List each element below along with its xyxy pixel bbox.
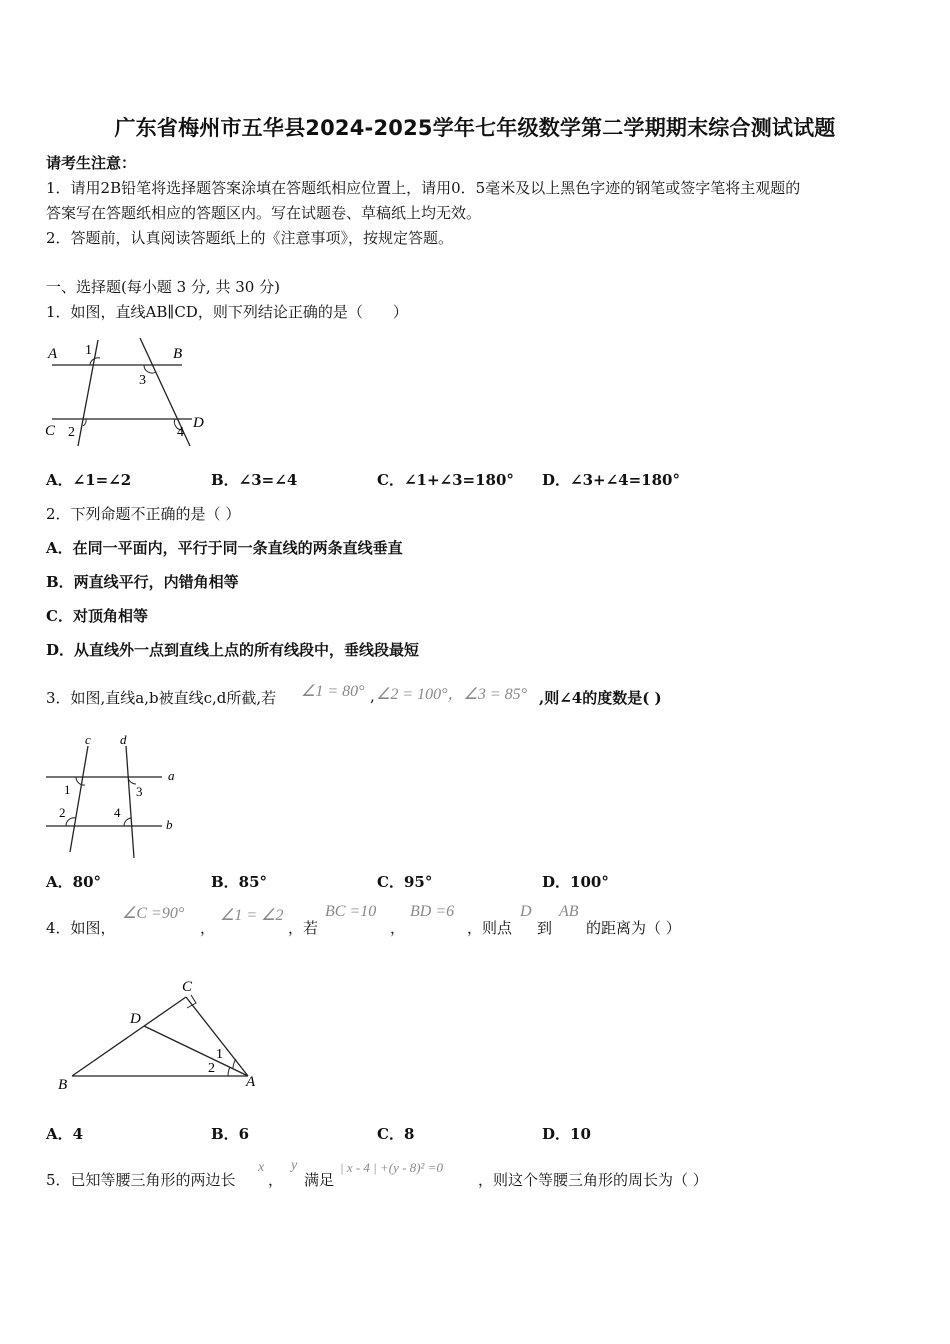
q4-label-1: 1 <box>216 1047 223 1062</box>
q2-option-d: D．从直线外一点到直线上点的所有线段中，垂线段最短 <box>46 641 420 659</box>
q4-sep-2: ，若 <box>288 919 319 937</box>
q3-label-4: 4 <box>114 805 121 820</box>
q1-option-c: C．∠1+∠3=180° <box>377 471 514 489</box>
section-heading: 一、选择题(每小题 3 分, 共 30 分) <box>46 278 280 296</box>
q4-sep-5: 到 <box>537 919 553 937</box>
q1-figure <box>40 334 215 454</box>
q1-option-b: B．∠3=∠4 <box>211 471 298 489</box>
q2-option-a: A．在同一平面内，平行于同一条直线的两条直线垂直 <box>46 539 403 557</box>
q1-label-A: A <box>48 346 58 362</box>
q2-option-b: B．两直线平行，内错角相等 <box>46 573 239 591</box>
q1-stem: 1．如图，直线AB∥CD，则下列结论正确的是（ ） <box>46 303 408 321</box>
q1-label-B: B <box>173 346 183 362</box>
q3-option-d: D．100° <box>542 873 609 891</box>
q1-label-3: 3 <box>139 373 146 388</box>
q4-sep-3: ， <box>390 919 406 937</box>
q4-formula-4: BD =6 <box>410 903 455 920</box>
q3-option-a: A．80° <box>46 873 102 891</box>
q1-option-d: D．∠3+∠4=180° <box>542 471 680 489</box>
q4-stem-end: 的距离为（ ） <box>586 919 681 937</box>
q3-formula-2: ∠2 = 100°，∠3 = 85° <box>376 686 528 703</box>
q3-label-2: 2 <box>59 805 66 820</box>
q4-stem-start: 4．如图， <box>46 919 116 937</box>
q3-label-d: d <box>120 732 127 747</box>
q4-formula-5: D <box>520 903 532 920</box>
q4-label-A: A <box>246 1074 256 1090</box>
q4-formula-1: ∠C =90° <box>122 905 185 922</box>
q1-option-a: A．∠1=∠2 <box>46 471 132 489</box>
q3-stem-start: 3．如图,直线a,b被直线c,d所截,若 <box>46 689 277 707</box>
q4-sep-1: ， <box>200 919 216 937</box>
q4-label-B: B <box>58 1077 68 1093</box>
q4-option-d: D．10 <box>542 1125 591 1143</box>
q4-option-c: C．8 <box>377 1125 415 1143</box>
q3-stem-end: ,则∠4的度数是( ) <box>539 689 662 707</box>
q5-formula-1: x <box>258 1160 265 1175</box>
q4-label-2: 2 <box>208 1061 215 1076</box>
q3-sep-1: , <box>370 687 375 705</box>
q5-sep-2: 满足 <box>304 1171 335 1189</box>
q4-formula-3: BC =10 <box>325 903 377 920</box>
q4-label-C: C <box>182 979 193 995</box>
q3-label-a: a <box>168 768 175 783</box>
q1-label-2: 2 <box>68 425 75 440</box>
q5-stem-end: ，则这个等腰三角形的周长为（ ） <box>478 1171 708 1189</box>
q3-option-b: B．85° <box>211 873 268 891</box>
notice-line-2: 2．答题前，认真阅读答题纸上的《注意事项》，按规定答题。 <box>46 229 454 247</box>
q1-label-C: C <box>45 423 56 439</box>
q1-label-4: 4 <box>177 425 184 440</box>
page-title: 广东省梅州市五华县2024-2025学年七年级数学第二学期期末综合测试试题 <box>114 116 836 140</box>
q4-option-a: A．4 <box>46 1125 84 1143</box>
q3-formula-1: ∠1 = 80° <box>301 683 365 700</box>
q3-option-c: C．95° <box>377 873 433 891</box>
q4-formula-2: ∠1 = ∠2 <box>220 907 284 924</box>
q1-label-1: 1 <box>85 343 92 358</box>
q5-sep-1: ， <box>268 1171 284 1189</box>
q3-label-1: 1 <box>64 782 71 797</box>
q2-option-c: C．对顶角相等 <box>46 607 148 625</box>
q3-label-b: b <box>166 817 173 832</box>
notice-line-1b: 答案写在答题纸相应的答题区内。写在试题卷、草稿纸上均无效。 <box>46 204 482 222</box>
q3-label-3: 3 <box>136 784 143 799</box>
q4-formula-6: AB <box>559 903 579 920</box>
q4-figure <box>50 972 270 1094</box>
q4-option-b: B．6 <box>211 1125 250 1143</box>
q3-label-c: c <box>85 732 91 747</box>
q3-figure <box>40 730 190 860</box>
q4-label-D: D <box>130 1011 141 1027</box>
q5-formula-2: y <box>291 1158 298 1173</box>
notice-heading: 请考生注意： <box>46 154 137 172</box>
q1-label-D: D <box>193 415 204 431</box>
notice-line-1a: 1．请用2B铅笔将选择题答案涂填在答题纸相应位置上，请用0．5毫米及以上黑色字迹的钢笔或签字笔将主观题的 <box>46 179 801 197</box>
q4-sep-4: ，则点 <box>467 919 513 937</box>
q5-formula-3: | x - 4 | +(y - 8)² =0 <box>340 1160 443 1175</box>
q2-stem: 2．下列命题不正确的是（ ） <box>46 505 241 523</box>
q5-stem-start: 5．已知等腰三角形的两边长 <box>46 1171 236 1189</box>
